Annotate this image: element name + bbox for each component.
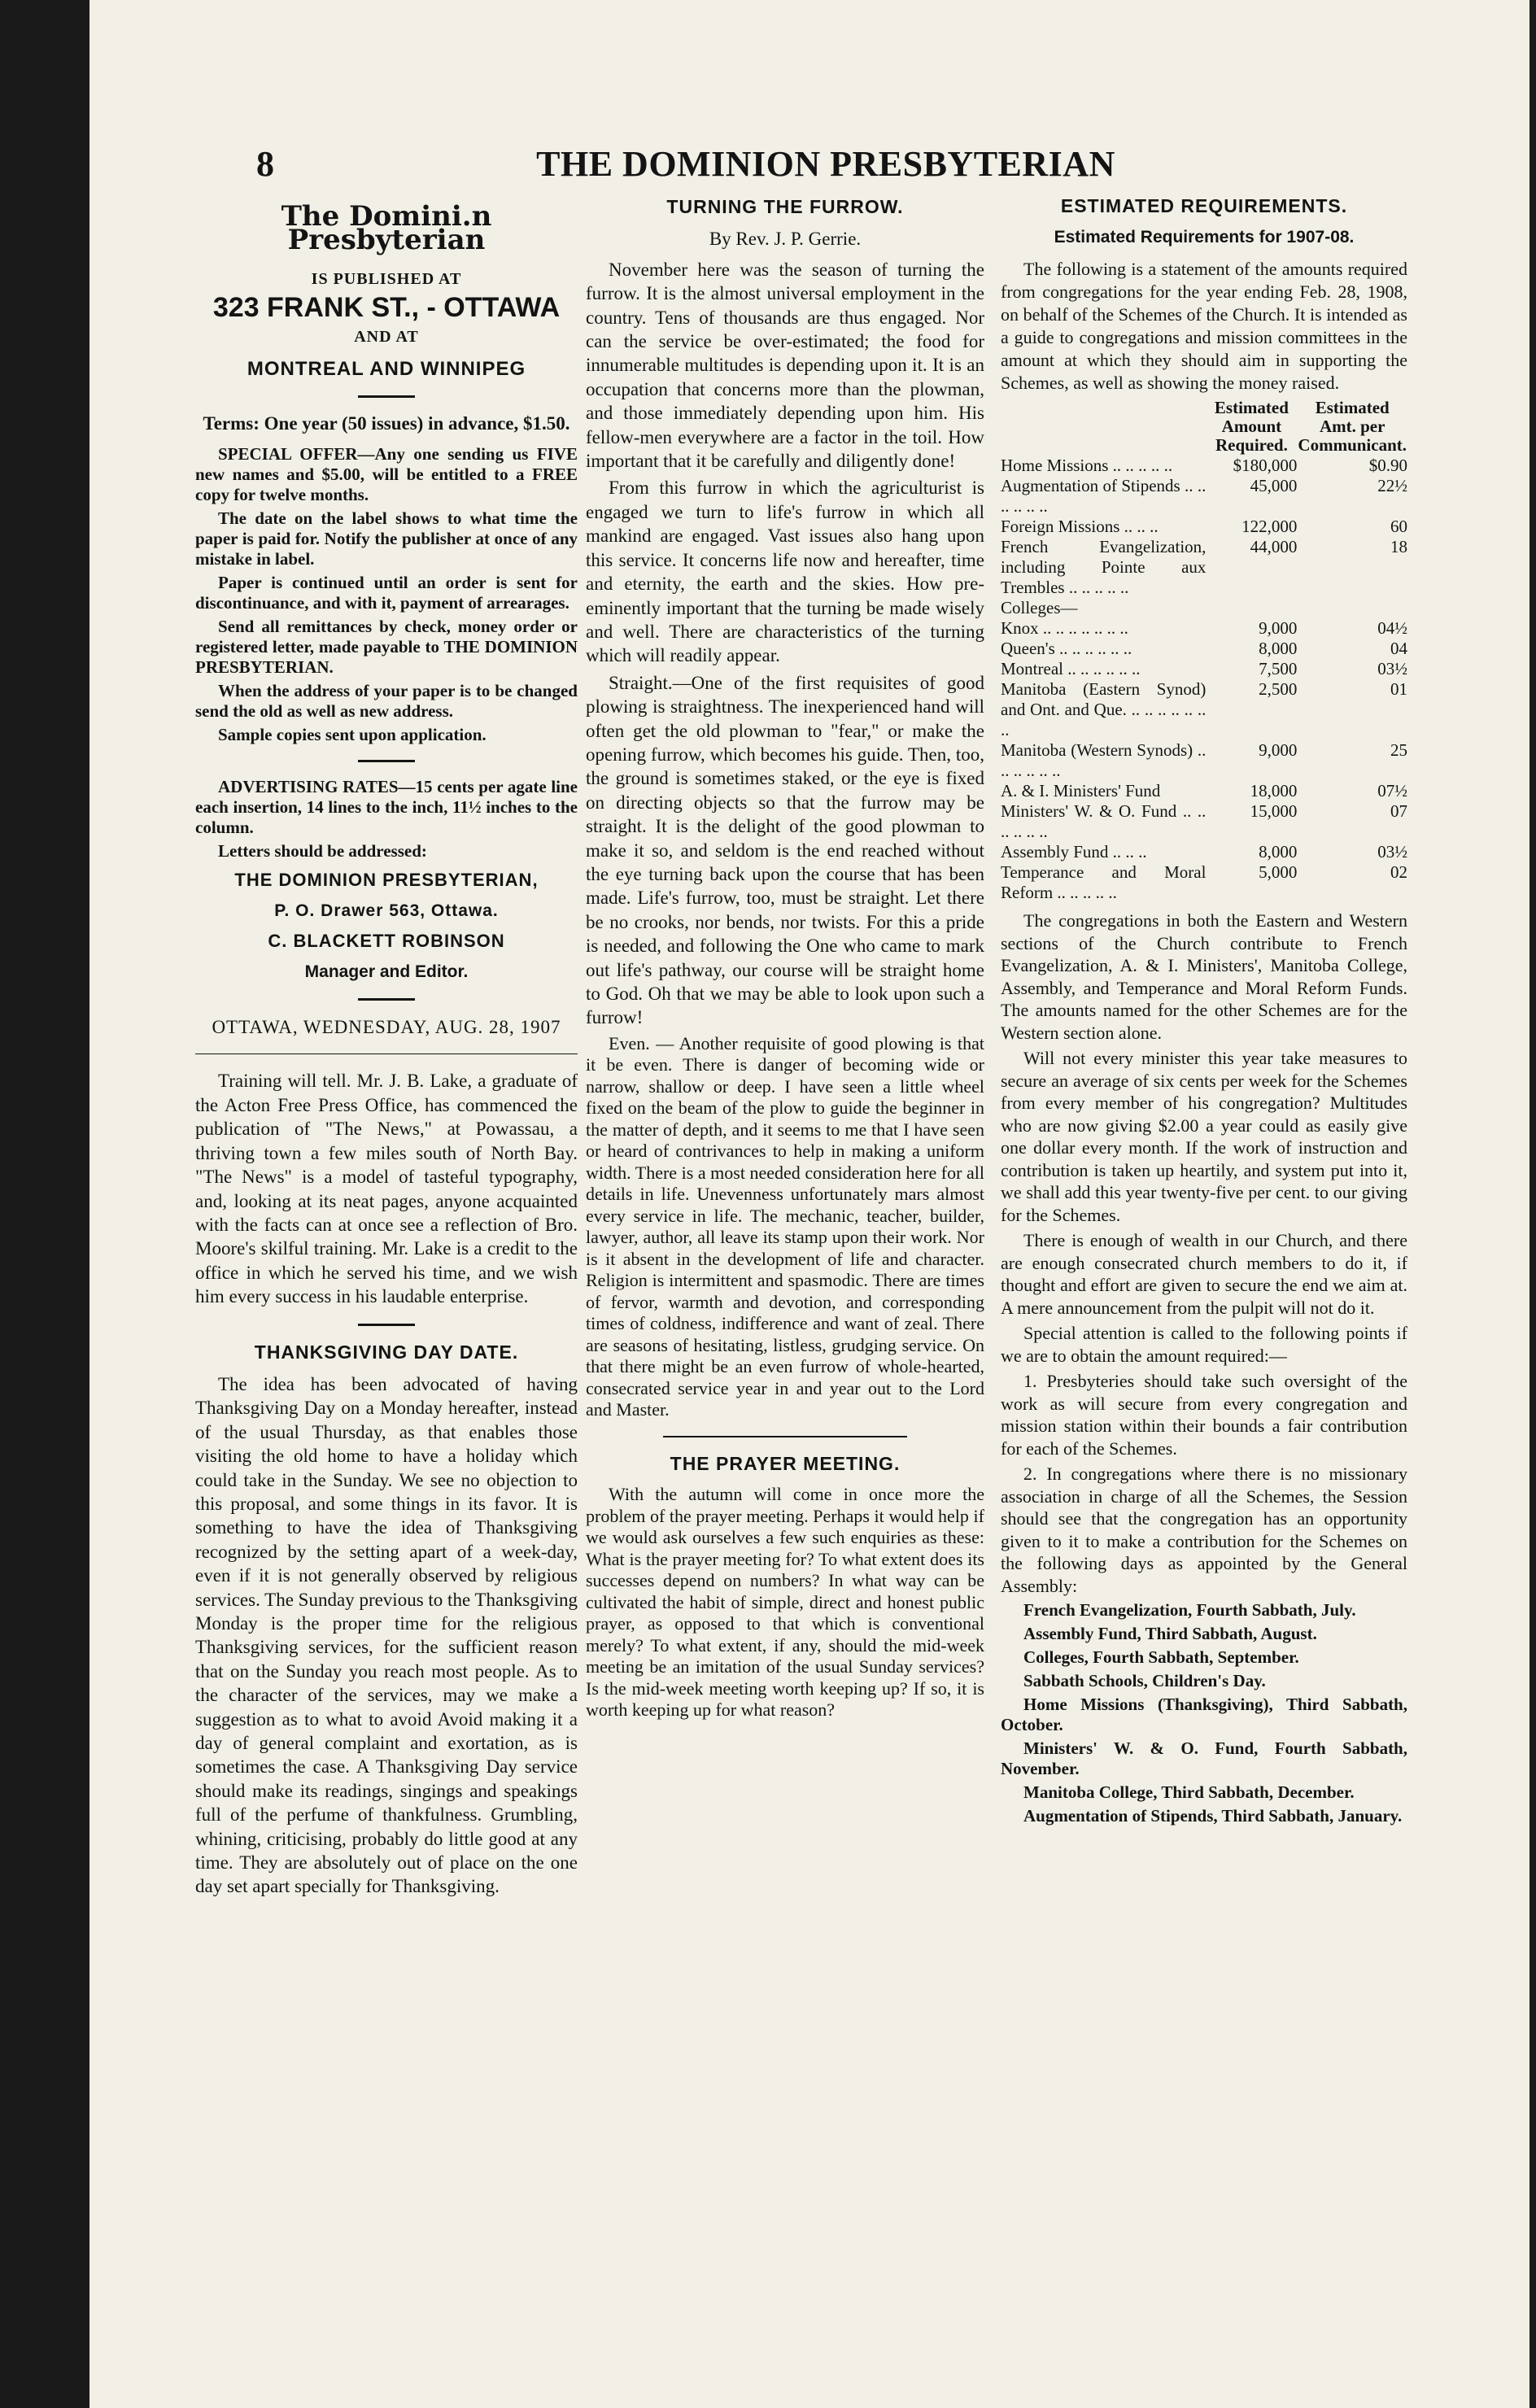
scheme-name-cell: Montreal .. .. .. .. .. ..: [1001, 659, 1141, 678]
per-communicant-cell: 02: [1390, 862, 1407, 882]
requirements-paragraph: Special attention is called to the following points if we are to obtain the amount required:—: [1001, 1323, 1407, 1366]
amount-cell: 18,000: [1250, 781, 1298, 800]
furrow-paragraph: From this furrow in which the agriculturist is engaged we turn to life's furrow in which all mankind are engaged. Vast issues also hang upon this service. It concerns life now and hereafter, time and eternity, the earth and the skies. How pre-eminently important that the turning be made wisely and well. There are characteristics of the turning which will readily appear.: [586, 478, 984, 666]
per-communicant-cell: 07: [1390, 801, 1407, 821]
furrow-byline: By Rev. J. P. Gerrie.: [709, 229, 862, 250]
scheme-name-cell: A. & I. Ministers' Fund: [1001, 781, 1161, 800]
column-left: [195, 195, 578, 1902]
per-communicant-cell: 01: [1390, 679, 1407, 699]
table-row: [1001, 659, 1407, 679]
per-communicant-cell: 04½: [1377, 618, 1407, 638]
table-row: [1001, 801, 1407, 842]
scheme-name-cell: Ministers' W. & O. Fund .. .. .. .. .. ..: [1001, 801, 1207, 841]
collection-day: Sabbath Schools, Children's Day.: [1023, 1671, 1266, 1690]
divider: [358, 395, 415, 398]
furrow-paragraph: November here was the season of turning the furrow. It is the almost universal employment in the country. Tens of thousands are thus engaged. Nor can the service be over-estimated; the food for innumerable multitudes is depending upon it. It is an occupation that concerns more than the plowman, and those immediately depending upon him. His fellow-men everywhere are a factor in the toil. How important that it be carefully and diligently done!: [586, 259, 984, 472]
scheme-name-cell: Knox .. .. .. .. .. .. ..: [1001, 618, 1128, 638]
amount-cell: 9,000: [1259, 740, 1298, 760]
scheme-name-cell: Assembly Fund .. .. ..: [1001, 842, 1147, 862]
per-communicant-cell: 22½: [1377, 476, 1407, 495]
collection-day: French Evangelization, Fourth Sabbath, July.: [1023, 1600, 1356, 1620]
notice-remittances: Send all remittances by check, money order or registered letter, made payable to THE DOMINION PRESBYTERIAN.: [195, 617, 578, 678]
amount-cell: $180,000: [1233, 456, 1298, 475]
newspaper-title: THE DOMINION PRESBYTERIAN: [536, 144, 1115, 184]
table-row: [1001, 862, 1407, 903]
table-row: [1001, 842, 1407, 862]
per-communicant-cell: 25: [1390, 740, 1407, 760]
amount-cell: 15,000: [1250, 801, 1298, 821]
thanksgiving-heading: THANKSGIVING DAY DATE.: [254, 1341, 519, 1363]
scheme-name-cell: Colleges—: [1001, 598, 1078, 617]
training-article: Training will tell. Mr. J. B. Lake, a graduate of the Acton Free Press Office, has commenced the publication of "The News," at Powassau, a thriving town a few miles south of North Bay. "The News" is a model of tasteful typography, and, looking at its neat pages, anyone acquainted with the facts can at once see a reflection of Bro. Moore's skilful training. Mr. Lake is a credit to the office in which he served his time, and we wish him every success in his laudable enterprise.: [195, 1071, 578, 1307]
masthead-cities: MONTREAL AND WINNIPEG: [247, 358, 526, 381]
per-communicant-cell: 18: [1390, 537, 1407, 556]
amount-cell: 9,000: [1259, 618, 1298, 638]
masthead-name: The Domini.n Presbyterian: [281, 200, 492, 257]
table-row: [1001, 456, 1407, 476]
divider: [358, 998, 415, 1001]
notice-label-date: The date on the label shows to what time the paper is paid for. Notify the publisher at once of any mistake in label.: [195, 508, 578, 569]
amount-cell: 8,000: [1259, 639, 1298, 658]
amount-cell: 122,000: [1241, 517, 1298, 536]
table-row: [1001, 598, 1407, 618]
table-row: [1001, 618, 1407, 639]
letters-note: Letters should be addressed:: [218, 841, 427, 862]
furrow-paragraph: Even. — Another requisite of good plowing is that it be even. There is danger of becoming wide or narrow, shallow or deep. I have seen a little wheel fixed on the beam of the plow to guide the beginner in the matter of depth, and it seems to me that I have seen or heard of contrivances to help in making a uniform width. There is a most needed consideration here for all details in life. Unevenness unfortunately mars almost every service in life. The mechanic, teacher, builder, lawyer, author, all leave its stamp upon their work. Nor is it absent in the development of life and character. Religion is intermittent and spasmodic. There are times of fervor, warmth and devotion, and corresponding times of coldness, indifference and want of zeal. There are seasons of hesitating, listless, grudging service. On that there might be an even furrow of whole-hearted, consecrated service year in and year out to the Lord and Master.: [586, 1032, 984, 1420]
notice-samples: Sample copies sent upon application.: [218, 725, 487, 745]
col-header-per: Estimated Amt. per Communicant.: [1298, 398, 1407, 455]
requirements-paragraph: 1. Presbyteries should take such oversight of the work as will secure from every congregation and mission station within their bounds a fair contribution for each of the Schemes.: [1001, 1371, 1407, 1459]
editor-name: C. BLACKETT ROBINSON: [268, 931, 505, 952]
requirements-subtitle: Estimated Requirements for 1907-08.: [1054, 227, 1355, 246]
collection-day: Manitoba College, Third Sabbath, December.: [1023, 1782, 1355, 1802]
per-communicant-cell: [1297, 598, 1407, 618]
furrow-paragraph: Straight.—One of the first requisites of good plowing is straightness. The inexperienced hand will often get the old plowman to "fear," or make the opening furrow, which becomes his guide. Then, too, the ground is sometimes staked, or the eye is fixed on directing objects so that the furrow may be straight. It is the delight of the good plowman to make it so, and seldom is the end reached without the eye turning back upon the course that has been made. Life's furrow, too, must be straight. Let there be no crooks, nor bends, nor twists. For this a pride is needed, and following the One who came to mark out life's pathway, our course will be straight home to God. Oh that we may be able to look upon such a furrow!: [586, 672, 984, 1028]
table-row: [1001, 517, 1407, 537]
per-communicant-cell: 60: [1390, 517, 1407, 536]
amount-cell: 7,500: [1259, 659, 1298, 678]
published-at: IS PUBLISHED AT: [311, 269, 462, 288]
page-number: 8: [256, 144, 274, 184]
table-row: [1001, 781, 1407, 801]
per-communicant-cell: 03½: [1377, 659, 1407, 678]
notice-address-change: When the address of your paper is to be changed send the old as well as new address.: [195, 681, 578, 722]
table-row: [1001, 537, 1407, 598]
running-head: [171, 143, 1481, 192]
terms: Terms: One year (50 issues) in advance, $1.50.: [203, 413, 570, 434]
scheme-name-cell: Home Missions .. .. .. .. ..: [1001, 456, 1173, 475]
newspaper-page: [89, 0, 1529, 2408]
thanksgiving-body: The idea has been advocated of having Thanksgiving Day on a Monday hereafter, instead of the usual Thursday, as that enables those visiting the old home to have a holiday which could take in the Sunday. We see no objection to this proposal, and some things in its favor. It is something to have the idea of Thanksgiving recognized by the setting apart of a week-day, even if it is not generally observed by religious services. The Sunday previous to the Thanksgiving Monday is the proper time for the religious Thanksgiving services, for the sufficient reason that on the Sunday you reach most people. As to the character of the services, may we make a suggestion as to what to avoid Avoid making it a day of general complaint and exortation, as is sometimes the case. A Thanksgiving Day service should make its readings, singings and speakings full of the perfume of thankfulness. Grumbling, whining, criticising, probably do little good at any time. They are absolutely out of place on the one day set apart specially for Thanksgiving.: [195, 1373, 578, 1897]
scheme-name-cell: Manitoba (Eastern Synod) and Ont. and Que. .. .. .. .. .. .. ..: [1001, 679, 1207, 739]
column-middle: [586, 195, 984, 1725]
amount-cell: 45,000: [1250, 476, 1298, 495]
editor-title: Manager and Editor.: [304, 962, 469, 981]
table-row: [1001, 740, 1407, 781]
table-header-row: [1001, 398, 1407, 456]
scheme-name-cell: French Evangelization, including Pointe aux Trembles .. .. .. .. ..: [1001, 537, 1207, 597]
masthead-address: 323 FRANK ST., - OTTAWA: [212, 292, 561, 324]
requirements-intro: The following is a statement of the amounts required from congregations for the year ending Feb. 28, 1908, on behalf of the Schemes of the Church. It is intended as a guide to congregations and mission committees in the amount at which they should aim in supporting the Schemes, as well as showing the money raised.: [1001, 259, 1407, 393]
scheme-name-cell: Augmentation of Stipends .. .. .. .. .. ..: [1001, 476, 1207, 516]
per-communicant-cell: 03½: [1377, 842, 1407, 862]
collection-day: Home Missions (Thanksgiving), Third Sabbath, October.: [1001, 1695, 1407, 1734]
amount-cell: 5,000: [1259, 862, 1298, 882]
col-header-amount: Estimated Amount Required.: [1214, 398, 1289, 455]
requirements-paragraph: The congregations in both the Eastern and Western sections of the Church contribute to French Evangelization, A. & I. Ministers', Manitoba College, Assembly, and Temperance and Moral Reform Funds. The amounts named for the other Schemes are for the Western section alone.: [1001, 910, 1407, 1043]
collection-day: Colleges, Fourth Sabbath, September.: [1023, 1647, 1299, 1667]
scheme-name-cell: Queen's .. .. .. .. .. ..: [1001, 639, 1132, 658]
divider: [358, 760, 415, 762]
amount-cell: [1206, 598, 1297, 618]
per-communicant-cell: 04: [1390, 639, 1407, 658]
collection-day: Augmentation of Stipends, Third Sabbath, January.: [1023, 1806, 1403, 1826]
prayer-body: With the autumn will come in once more the problem of the prayer meeting. Perhaps it would help if we would ask ourselves a few such enquiries as these: What is the prayer meeting for? To what extent does its successes depend on numbers? In what way can be cultivated the habit of simple, direct and honest public prayer, as opposed to that which is conventional merely? To what extent, if any, should the mid-week meeting be an imitation of the usual Sunday services? Is the mid-week meeting worth keeping up? If so, it is worth keeping up for what reason?: [586, 1484, 984, 1721]
scheme-name-cell: Manitoba (Western Synods) .. .. .. .. .. ..: [1001, 740, 1207, 780]
amount-cell: 2,500: [1259, 679, 1298, 699]
requirements-paragraph: Will not every minister this year take measures to secure an average of six cents per week for the Schemes from every member of his congregation? Multitudes who are now giving $2.00 a year could as easily give one dollar every month. If the work of instruction and contribution is taken up heartily, and system put into it, we shall add this year twenty-five per cent. to our giving for the Schemes.: [1001, 1048, 1407, 1225]
table-row: [1001, 476, 1407, 517]
prayer-heading: THE PRAYER MEETING.: [670, 1452, 901, 1474]
column-right: [1001, 195, 1407, 1830]
advertising-rates: ADVERTISING RATES—15 cents per agate line each insertion, 14 lines to the inch, 11½ inches to the column.: [195, 777, 578, 838]
and-at: AND AT: [354, 327, 419, 346]
table-row: [1001, 679, 1407, 740]
requirements-paragraph: 2. In congregations where there is no missionary association in charge of all the Schemes, the Session should see that the congregation has an opportunity given to it to make a contribution for the Schemes on the following days as appointed by the General Assembly:: [1001, 1464, 1407, 1596]
table-row: [1001, 639, 1407, 659]
collection-day: Ministers' W. & O. Fund, Fourth Sabbath, November.: [1001, 1738, 1407, 1778]
scheme-name-cell: Foreign Missions .. .. ..: [1001, 517, 1159, 536]
dateline: OTTAWA, WEDNESDAY, AUG. 28, 1907: [212, 1017, 561, 1038]
per-communicant-cell: $0.90: [1368, 456, 1407, 475]
furrow-heading: TURNING THE FURROW.: [666, 196, 904, 217]
requirements-paragraph: There is enough of wealth in our Church, and there are enough consecrated church members to do it, if thought and effort are given to secure the end we aim at. A mere announcement from the pulpit will not do it.: [1001, 1230, 1407, 1318]
drawer-address: P. O. Drawer 563, Ottawa.: [274, 901, 499, 920]
notice-special-offer: SPECIAL OFFER—Any one sending us FIVE new names and $5.00, will be entitled to a FREE copy for twelve months.: [195, 444, 578, 505]
divider: [663, 1436, 907, 1437]
requirements-table: [1001, 398, 1407, 903]
per-communicant-cell: 07½: [1377, 781, 1407, 800]
requirements-heading: ESTIMATED REQUIREMENTS.: [1060, 195, 1348, 216]
collection-day: Assembly Fund, Third Sabbath, August.: [1023, 1624, 1317, 1643]
addressee: THE DOMINION PRESBYTERIAN,: [234, 870, 539, 891]
amount-cell: 8,000: [1259, 842, 1298, 862]
divider: [358, 1324, 415, 1326]
notice-continued: Paper is continued until an order is sent for discontinuance, and with it, payment of arrearages.: [195, 573, 578, 613]
amount-cell: 44,000: [1250, 537, 1298, 556]
requirements-table-body: [1001, 456, 1407, 903]
scheme-name-cell: Temperance and Moral Reform .. .. .. .. ..: [1001, 862, 1207, 902]
